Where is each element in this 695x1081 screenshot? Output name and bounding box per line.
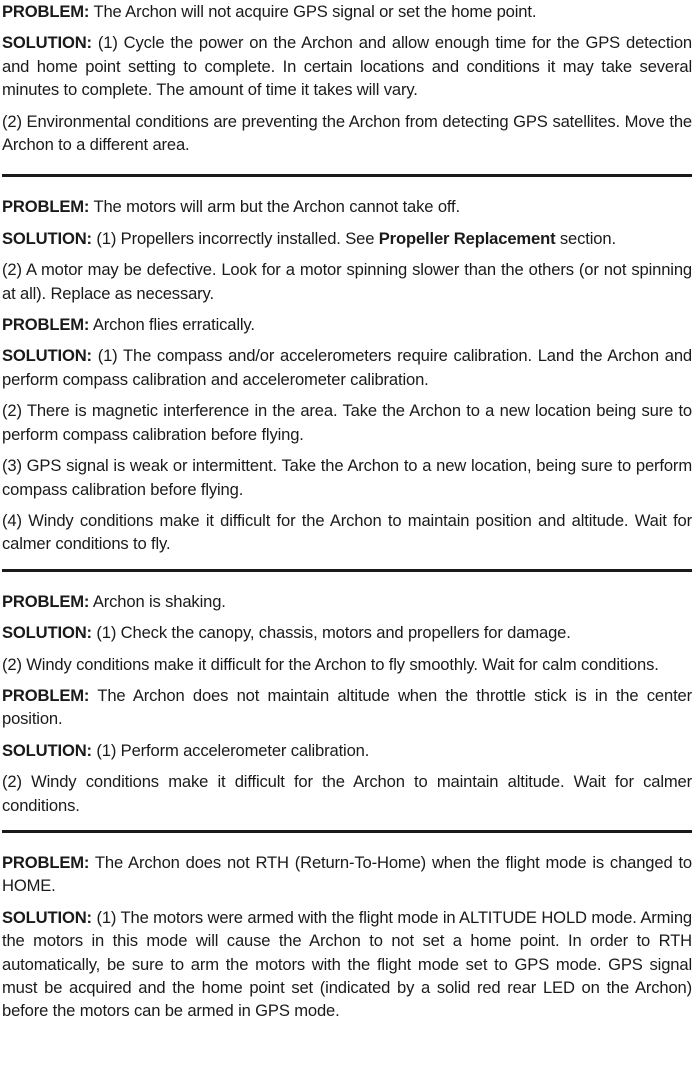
solution-text: (4) Windy conditions make it difficult for the Archon to maintain position and altitude. Wait for calmer conditions to fly. <box>2 510 692 554</box>
solution-windy-altitude <box>2 770 692 817</box>
problem-text: Archon is shaking. <box>92 591 226 611</box>
solution-check-damage <box>2 621 692 644</box>
problem-label: PROBLEM: <box>2 591 90 611</box>
solution-label: SOLUTION: <box>2 33 92 53</box>
solution-text: (2) A motor may be defective. Look for a motor spinning slower than the others (or not spinning at all). Replace as necessary. <box>2 260 692 303</box>
solution-text: (2) There is magnetic interference in the area. Take the Archon to a new location being sure to perform compass calibration before flying. <box>2 401 692 444</box>
problem-label: PROBLEM: <box>2 197 90 217</box>
solution-weak-gps <box>2 454 692 501</box>
solution-text: (1) The compass and/or accelerometers require calibration. Land the Archon and perform compass calibration and accelerometer calibration. <box>2 346 692 389</box>
solution-text: (3) GPS signal is weak or intermittent. Take the Archon to a new location, being sure to perform compass calibration before flying. <box>2 456 692 499</box>
solution-text: (2) Windy conditions make it difficult for the Archon to maintain altitude. Wait for calmer conditions. <box>2 772 692 815</box>
solution-text: (1) Propellers incorrectly installed. See <box>96 228 379 248</box>
problem-flies-erratically <box>2 313 692 336</box>
solution-label: SOLUTION: <box>2 228 92 248</box>
solution-windy-smooth <box>2 653 692 676</box>
problem-text: Archon flies erratically. <box>92 315 255 335</box>
problem-shaking <box>2 590 692 613</box>
problem-gps-signal <box>2 0 692 23</box>
solution-text: section. <box>555 228 616 248</box>
solution-text: (1) Cycle the power on the Archon and allow enough time for the GPS detection and home point setting to complete. In certain locations and conditions it may take several minutes to complete. The amount of time it takes will vary. <box>2 33 692 100</box>
solution-label: SOLUTION: <box>2 346 92 366</box>
solution-propellers <box>2 227 692 250</box>
solution-text: (2) Environmental conditions are preventing the Archon from detecting GPS satellites. Move the Archon to a different area. <box>2 111 692 155</box>
problem-text: The Archon does not RTH (Return-To-Home) when the flight mode is changed to HOME. <box>2 852 692 896</box>
problem-altitude <box>2 684 692 731</box>
solution-text: (1) Perform accelerometer calibration. <box>96 740 370 760</box>
propeller-replacement-reference: Propeller Replacement <box>378 228 556 248</box>
solution-accelerometer <box>2 739 692 762</box>
section-rth <box>2 851 692 1023</box>
solution-windy-position <box>2 509 692 556</box>
solution-text: (1) Check the canopy, chassis, motors and propellers for damage. <box>96 623 571 643</box>
solution-calibration <box>2 344 692 391</box>
problem-text: The Archon will not acquire GPS signal or set the home point. <box>93 2 537 21</box>
problem-label: PROBLEM: <box>2 2 90 21</box>
section-shaking-altitude <box>2 590 692 817</box>
section-gps-signal <box>2 0 692 156</box>
problem-text: The motors will arm but the Archon cannot take off. <box>93 197 460 217</box>
solution-text: (1) The motors were armed with the flight mode in ALTITUDE HOLD mode. Arming the motors in this mode will cause the Archon to not set a home point. In order to RTH automatically, be sure to arm the motors with the flight mode set to GPS mode. GPS signal must be acquired and the home point set (indicated by a solid red rear LED on the Archon) before the motors can be armed in GPS mode. <box>2 907 692 1021</box>
problem-cannot-take-off <box>2 195 692 218</box>
solution-text: (2) Windy conditions make it difficult for the Archon to fly smoothly. Wait for calm conditions. <box>2 654 659 674</box>
section-takeoff-erratic <box>2 195 692 555</box>
solution-gps-environment <box>2 110 692 157</box>
problem-label: PROBLEM: <box>2 685 90 705</box>
solution-label: SOLUTION: <box>2 740 92 760</box>
solution-label: SOLUTION: <box>2 907 92 927</box>
solution-label: SOLUTION: <box>2 623 92 643</box>
solution-defective-motor <box>2 258 692 305</box>
problem-label: PROBLEM: <box>2 315 90 335</box>
solution-arm-gps-mode <box>2 906 692 1023</box>
problem-label: PROBLEM: <box>2 852 90 872</box>
problem-rth <box>2 851 692 898</box>
problem-text: The Archon does not maintain altitude when the throttle stick is in the center position. <box>2 685 692 729</box>
solution-magnetic-interference <box>2 399 692 446</box>
solution-gps-cycle-power <box>2 31 692 101</box>
